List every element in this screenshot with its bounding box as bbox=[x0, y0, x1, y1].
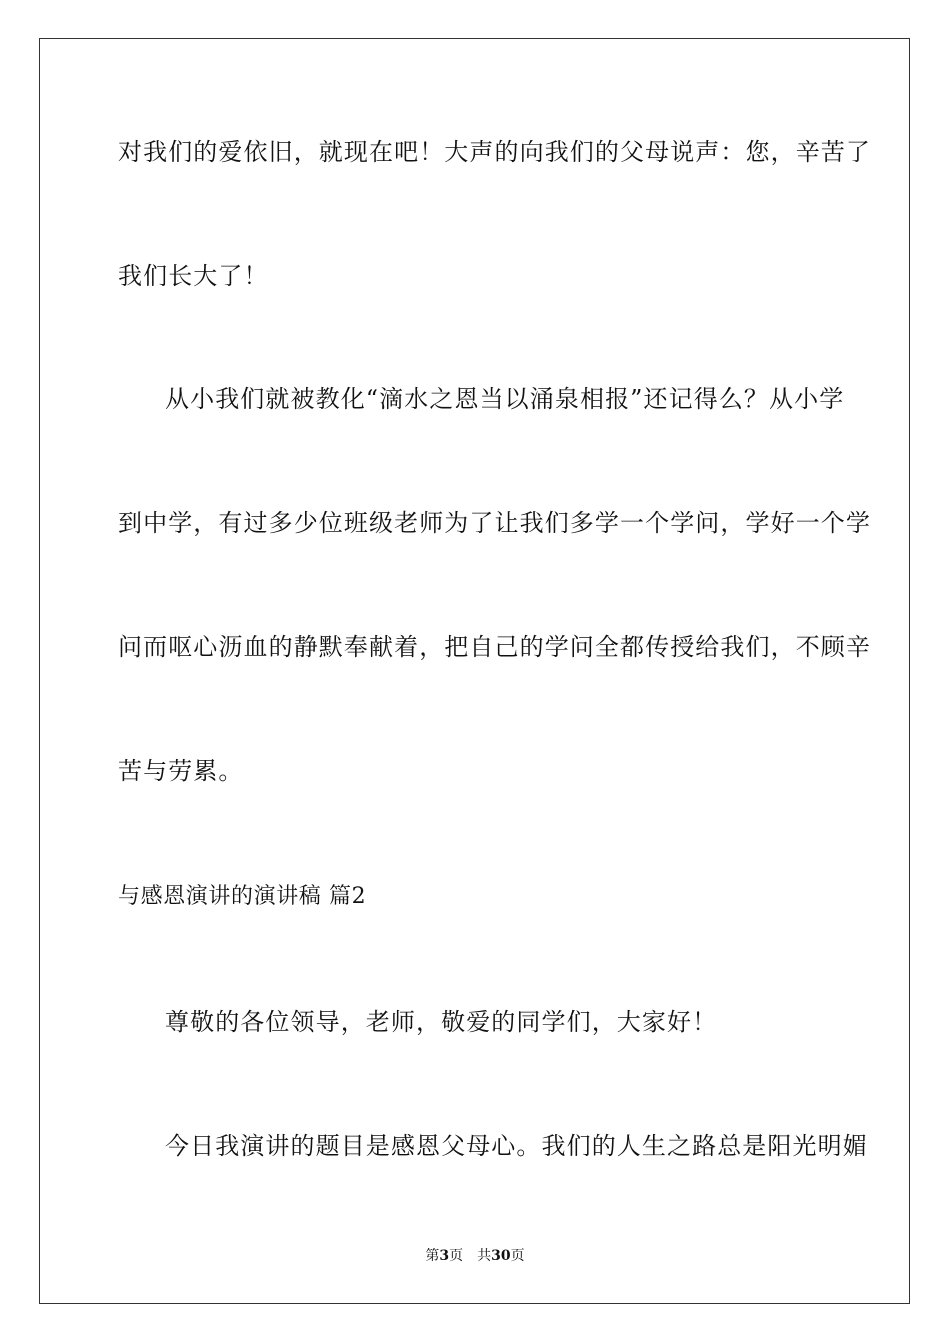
footer-total-prefix: 共 bbox=[477, 1248, 492, 1264]
page-frame bbox=[39, 38, 910, 1304]
footer-page-suffix: 页 bbox=[449, 1248, 464, 1264]
body-line-last: 今日我演讲的题目是感恩父母心。我们的人生之路总是阳光明媚 bbox=[165, 1132, 868, 1160]
footer-page-prefix: 第 bbox=[425, 1248, 440, 1264]
footer-page-number: 3 bbox=[439, 1248, 450, 1264]
body-line-4: 到中学，有过多少位班级老师为了让我们多学一个学问，学好一个学 bbox=[118, 509, 871, 537]
body-line-6: 苦与劳累。 bbox=[118, 757, 244, 785]
footer-total-pages: 30 bbox=[491, 1248, 511, 1264]
body-line-2: 我们长大了！ bbox=[118, 262, 269, 290]
page-footer bbox=[0, 1247, 950, 1265]
body-line-3: 从小我们就被教化“滴水之恩当以涌泉相报”还记得么？从小学 bbox=[165, 385, 845, 413]
footer-total-suffix: 页 bbox=[510, 1248, 525, 1264]
body-line-5: 问而呕心沥血的静默奉献着，把自己的学问全都传授给我们，不顾辛 bbox=[118, 633, 871, 661]
greeting-line: 尊敬的各位领导，老师，敬爱的同学们，大家好！ bbox=[165, 1008, 718, 1036]
body-line-1: 对我们的爱依旧，就现在吧！大声的向我们的父母说声：您，辛苦了 bbox=[118, 138, 871, 166]
section-heading: 与感恩演讲的演讲稿 篇2 bbox=[118, 884, 367, 909]
